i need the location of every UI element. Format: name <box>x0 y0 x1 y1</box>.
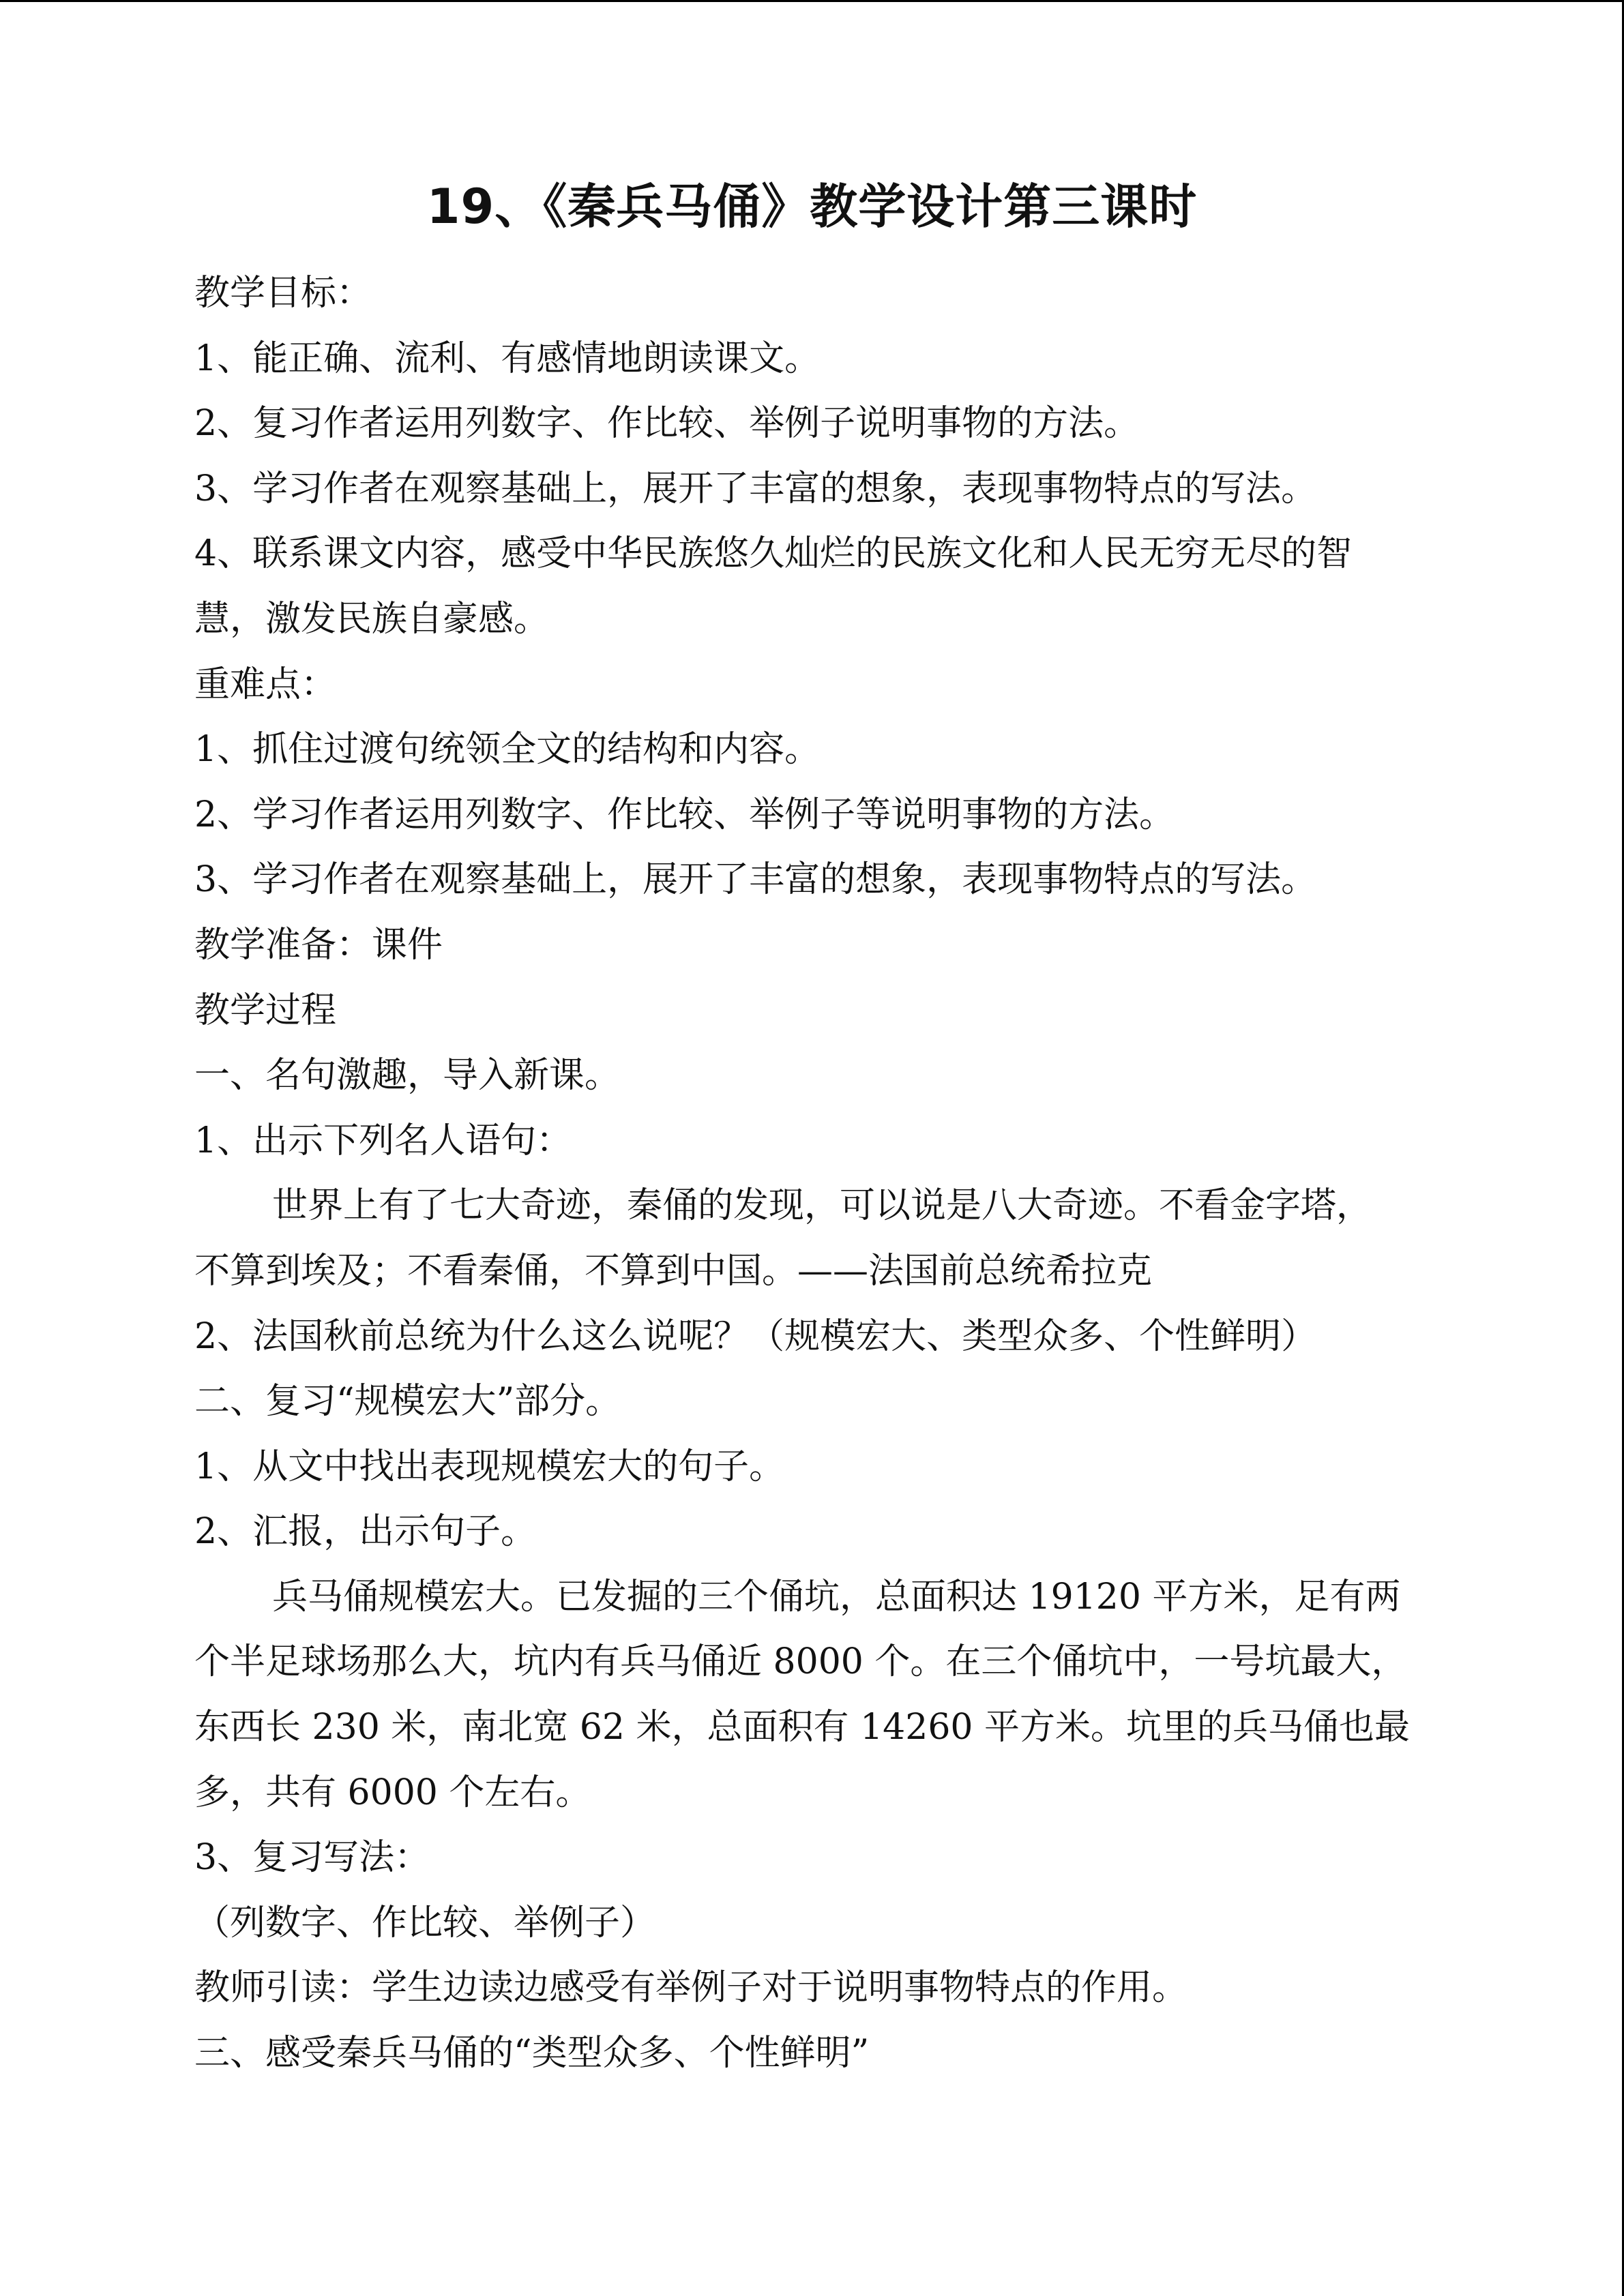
passage-line: 东西长 230 米，南北宽 62 米，总面积有 14260 平方米。坑里的兵马俑也最 <box>194 1707 1411 1748</box>
process-item: 1、从文中找出表现规模宏大的句子。 <box>194 1446 785 1487</box>
key-point-item: 2、学习作者运用列数字、作比较、举例子等说明事物的方法。 <box>194 794 1175 835</box>
document-body <box>194 261 1463 2087</box>
passage-line: 个半足球场那么大，坑内有兵马俑近 8000 个。在三个俑坑中，一号坑最大， <box>194 1641 1407 1683</box>
passage-line: 兵马俑规模宏大。已发掘的三个俑坑，总面积达 19120 平方米，足有两 <box>272 1576 1401 1617</box>
preparation-line: 教学准备：课件 <box>194 924 443 966</box>
passage-line: 多，共有 6000 个左右。 <box>194 1772 591 1813</box>
document-title: 19、《秦兵马俑》教学设计第三课时 <box>426 179 1198 235</box>
process-item: 3、复习写法： <box>194 1837 430 1879</box>
objective-item: 1、能正确、流利、有感情地朗读课文。 <box>194 338 821 379</box>
process-step-heading: 二、复习“规模宏大”部分。 <box>194 1381 621 1422</box>
process-item: 1、出示下列名人语句： <box>194 1120 572 1161</box>
key-point-item: 3、学习作者在观察基础上，展开了丰富的想象，表现事物特点的写法。 <box>194 859 1317 901</box>
section-heading-key-points: 重难点： <box>194 664 337 705</box>
objective-item: 2、复习作者运用列数字、作比较、举例子说明事物的方法。 <box>194 403 1140 445</box>
process-item: 2、法国秋前总统为什么这么说呢？（规模宏大、类型众多、个性鲜明） <box>194 1315 1317 1357</box>
section-heading-process: 教学过程 <box>194 989 337 1031</box>
process-step-heading: 三、感受秦兵马俑的“类型众多、个性鲜明” <box>194 2033 870 2074</box>
quote-line: 不算到埃及；不看秦俑，不算到中国。——法国前总统希拉克 <box>194 1250 1153 1292</box>
objective-item-continued: 慧，激发民族自豪感。 <box>194 598 550 640</box>
objective-item: 3、学习作者在观察基础上，展开了丰富的想象，表现事物特点的写法。 <box>194 468 1317 509</box>
key-point-item: 1、抓住过渡句统领全文的结构和内容。 <box>194 729 821 771</box>
process-item: 教师引读：学生边读边感受有举例子对于说明事物特点的作用。 <box>194 1967 1188 2009</box>
section-heading-objectives: 教学目标： <box>194 273 372 314</box>
objective-item: 4、联系课文内容，感受中华民族悠久灿烂的民族文化和人民无穷无尽的智 <box>194 533 1353 575</box>
process-step-heading: 一、名句激趣，导入新课。 <box>194 1055 621 1097</box>
quote-line: 世界上有了七大奇迹，秦俑的发现，可以说是八大奇迹。不看金字塔， <box>272 1185 1372 1227</box>
process-item: （列数字、作比较、举例子） <box>194 1902 656 1943</box>
process-item: 2、汇报，出示句子。 <box>194 1511 537 1553</box>
